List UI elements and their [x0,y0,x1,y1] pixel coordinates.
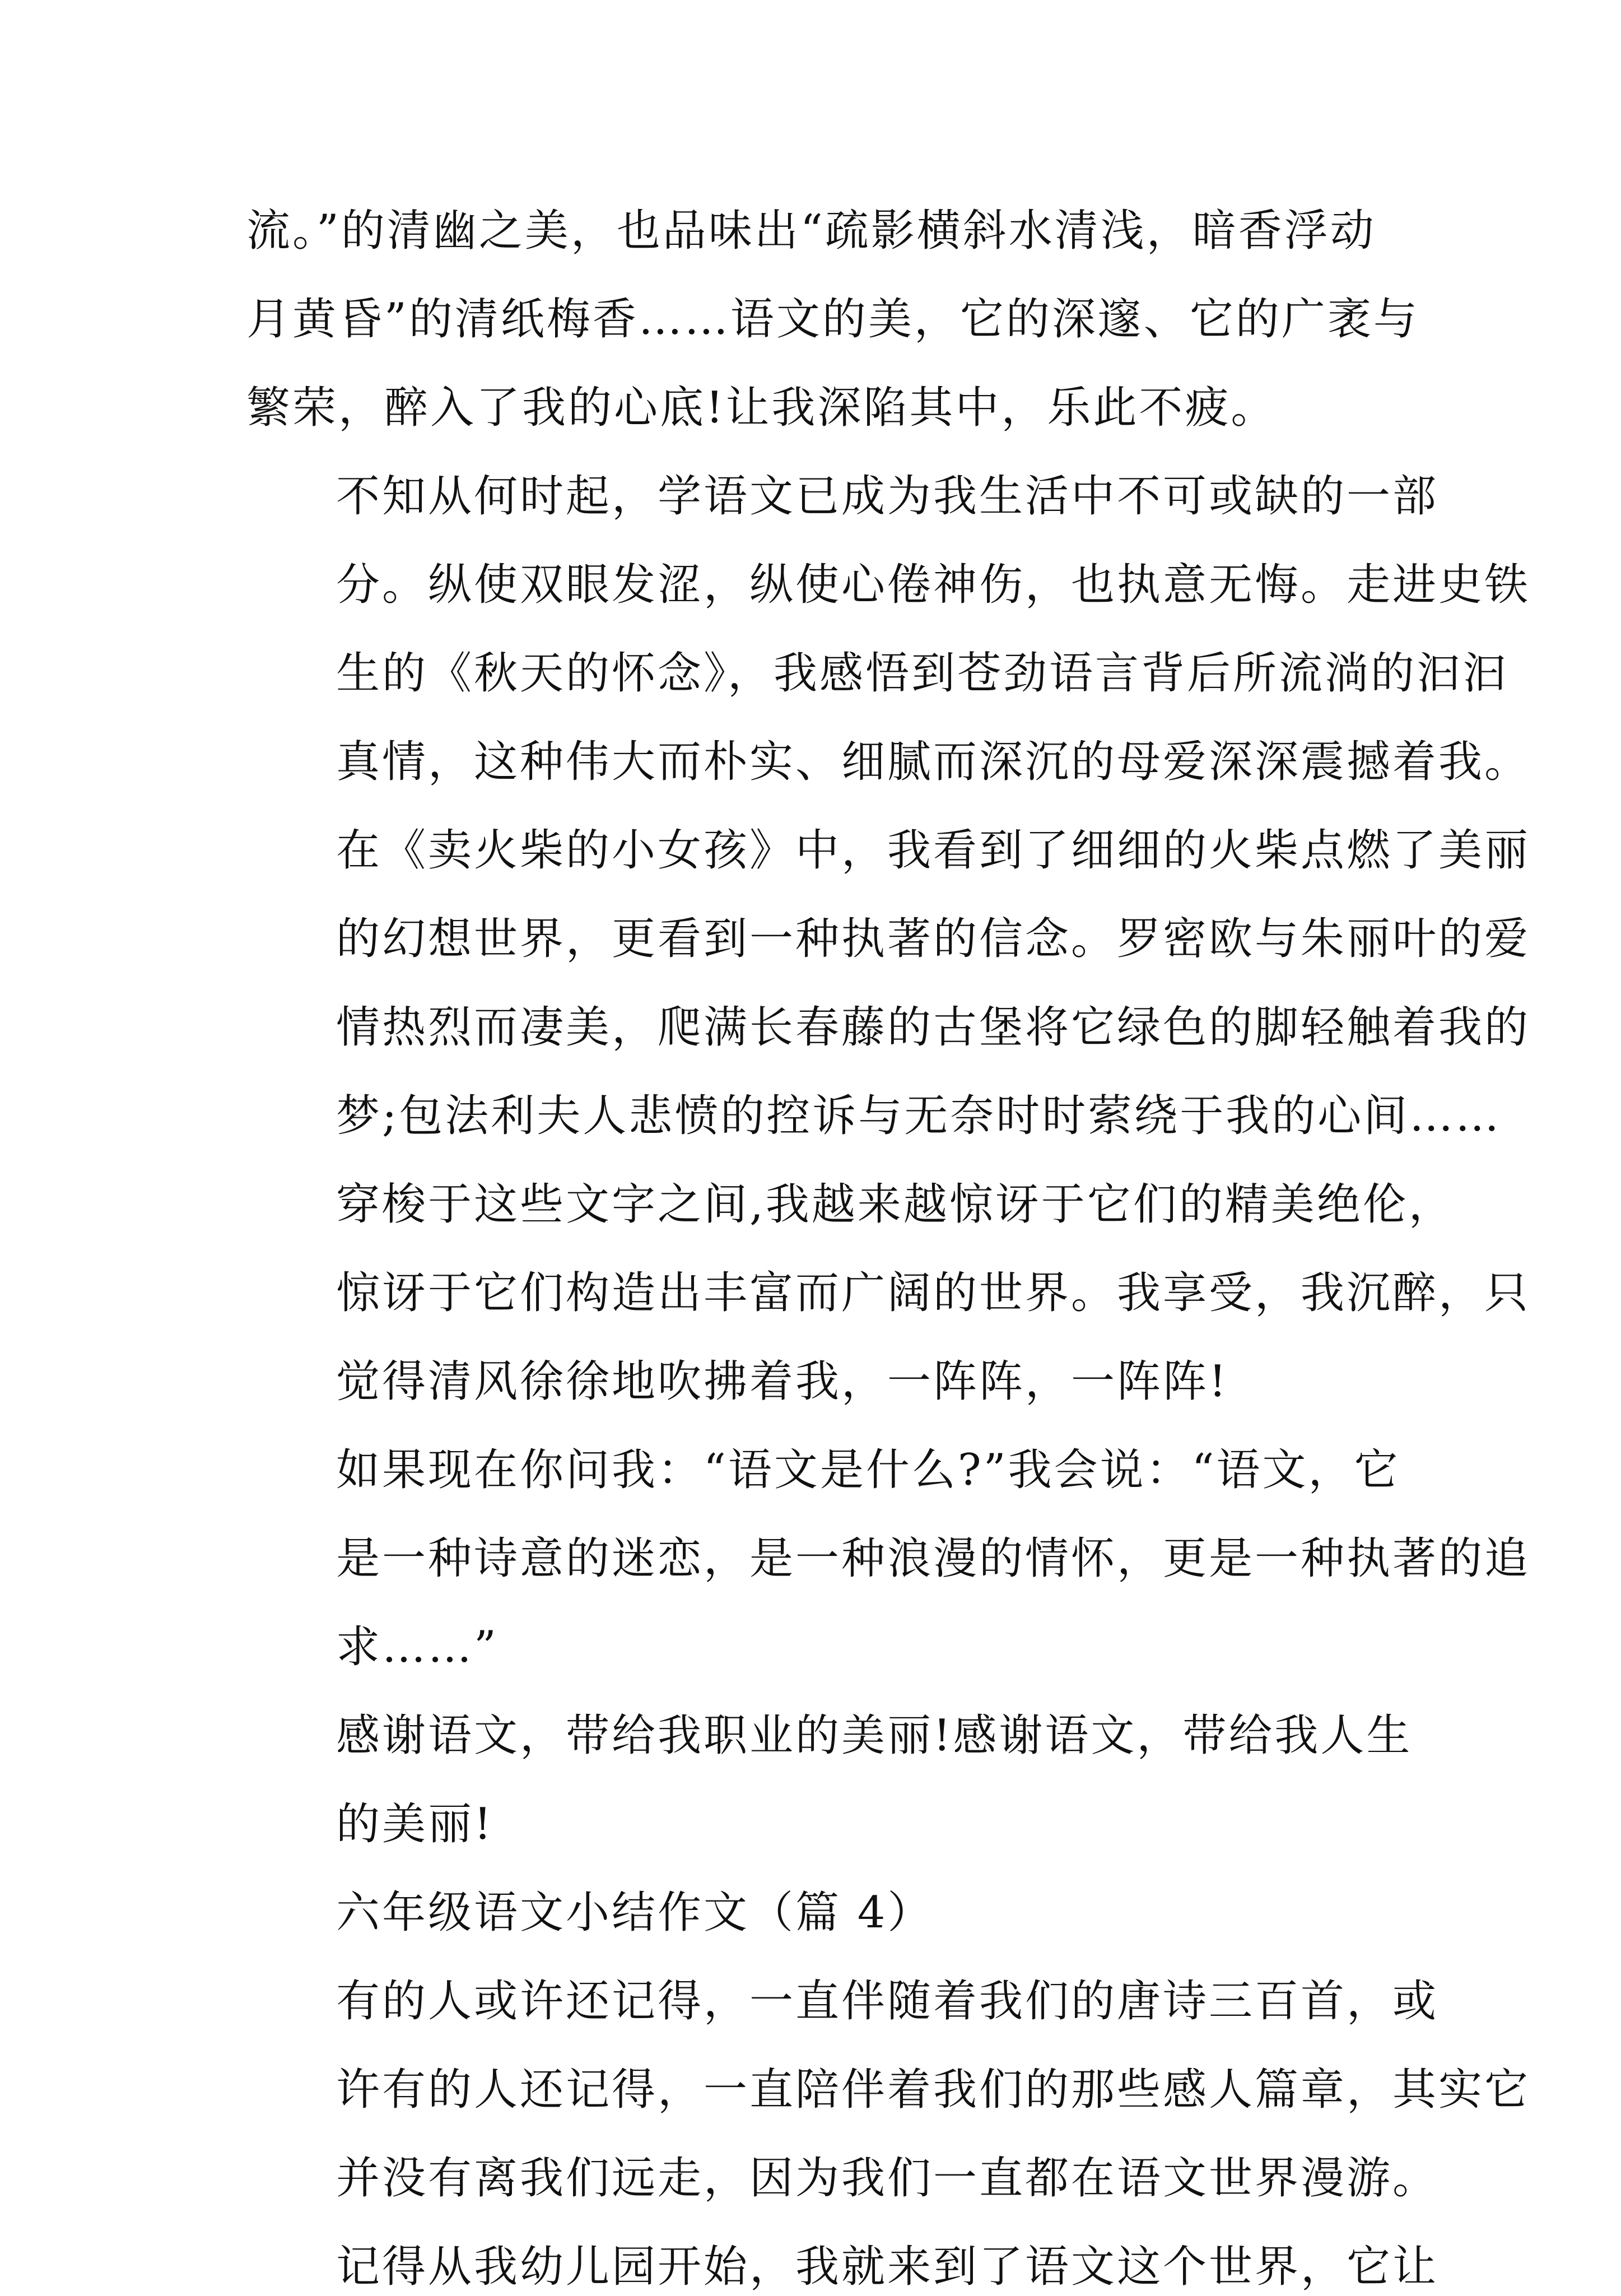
paragraph-5 [246,1707,1413,1853]
text-line: 觉得清风徐徐地吹拂着我，一阵阵，一阵阵! [336,1356,1229,1407]
text-line: 在《卖火柴的小女孩》中，我看到了细细的火柴点燃了美丽 [336,825,1531,876]
text-line: 的美丽! [336,1799,494,1849]
text-line: 求……” [336,1622,499,1672]
paragraph-1 [246,202,1419,437]
paragraph-8 [246,2238,1439,2296]
text-line: 繁荣，醉入了我的心底!让我深陷其中，乐此不疲。 [246,383,1277,433]
text-line: 梦;包法利夫人悲愤的控诉与无奈时时萦绕于我的心间…… [336,1091,1502,1141]
text-line: 流。”的清幽之美，也品味出“疏影横斜水清浅，暗香浮动 [246,206,1376,256]
text-line: 分。纵使双眼发涩，纵使心倦神伤，也执意无悔。走进史铁 [336,560,1531,610]
text-line: 情热烈而凄美，爬满长春藤的古堡将它绿色的脚轻触着我的 [336,1002,1531,1053]
text-line: 记得从我幼儿园开始，我就来到了语文这个世界，它让 [336,2242,1439,2292]
paragraph-7 [246,1972,1531,2207]
paragraph-4 [246,1441,1531,1676]
text-line: 不知从何时起，学语文已成为我生活中不可或缺的一部 [336,471,1439,522]
text-line: 惊讶于它们构造出丰富而广阔的世界。我享受，我沉醉，只 [336,1268,1531,1318]
text-line: 并没有离我们远走，因为我们一直都在语文世界漫游。 [336,2153,1439,2204]
text-line: 真情，这种伟大而朴实、细腻而深沉的母爱深深震撼着我。 [336,737,1531,787]
heading-text: 六年级语文小结作文（篇 4） [336,1888,934,1938]
text-line: 月黄昏”的清纸梅香……语文的美，它的深邃、它的广袤与 [246,294,1419,345]
text-line: 生的《秋天的怀念》，我感悟到苍劲语言背后所流淌的汩汩 [336,648,1509,699]
text-line: 许有的人还记得，一直陪伴着我们的那些感人篇章，其实它 [336,2065,1531,2115]
text-line: 是一种诗意的迷恋，是一种浪漫的情怀，更是一种执著的追 [336,1533,1531,1584]
paragraph-2 [246,467,1531,1145]
text-line: 如果现在你问我：“语文是什么?”我会说：“语文，它 [336,1445,1400,1495]
paragraph-3 [246,1175,1531,1411]
section-heading [246,1884,1384,1942]
text-line: 穿梭于这些文字之间,我越来越惊讶于它们的精美绝伦， [336,1179,1455,1230]
text-line: 的幻想世界，更看到一种执著的信念。罗密欧与朱丽叶的爱 [336,914,1531,964]
text-line: 感谢语文，带给我职业的美丽!感谢语文，带给我人生 [336,1711,1413,1761]
text-line: 有的人或许还记得，一直伴随着我们的唐诗三百首，或 [336,1976,1439,2027]
document-body [246,202,1531,2296]
